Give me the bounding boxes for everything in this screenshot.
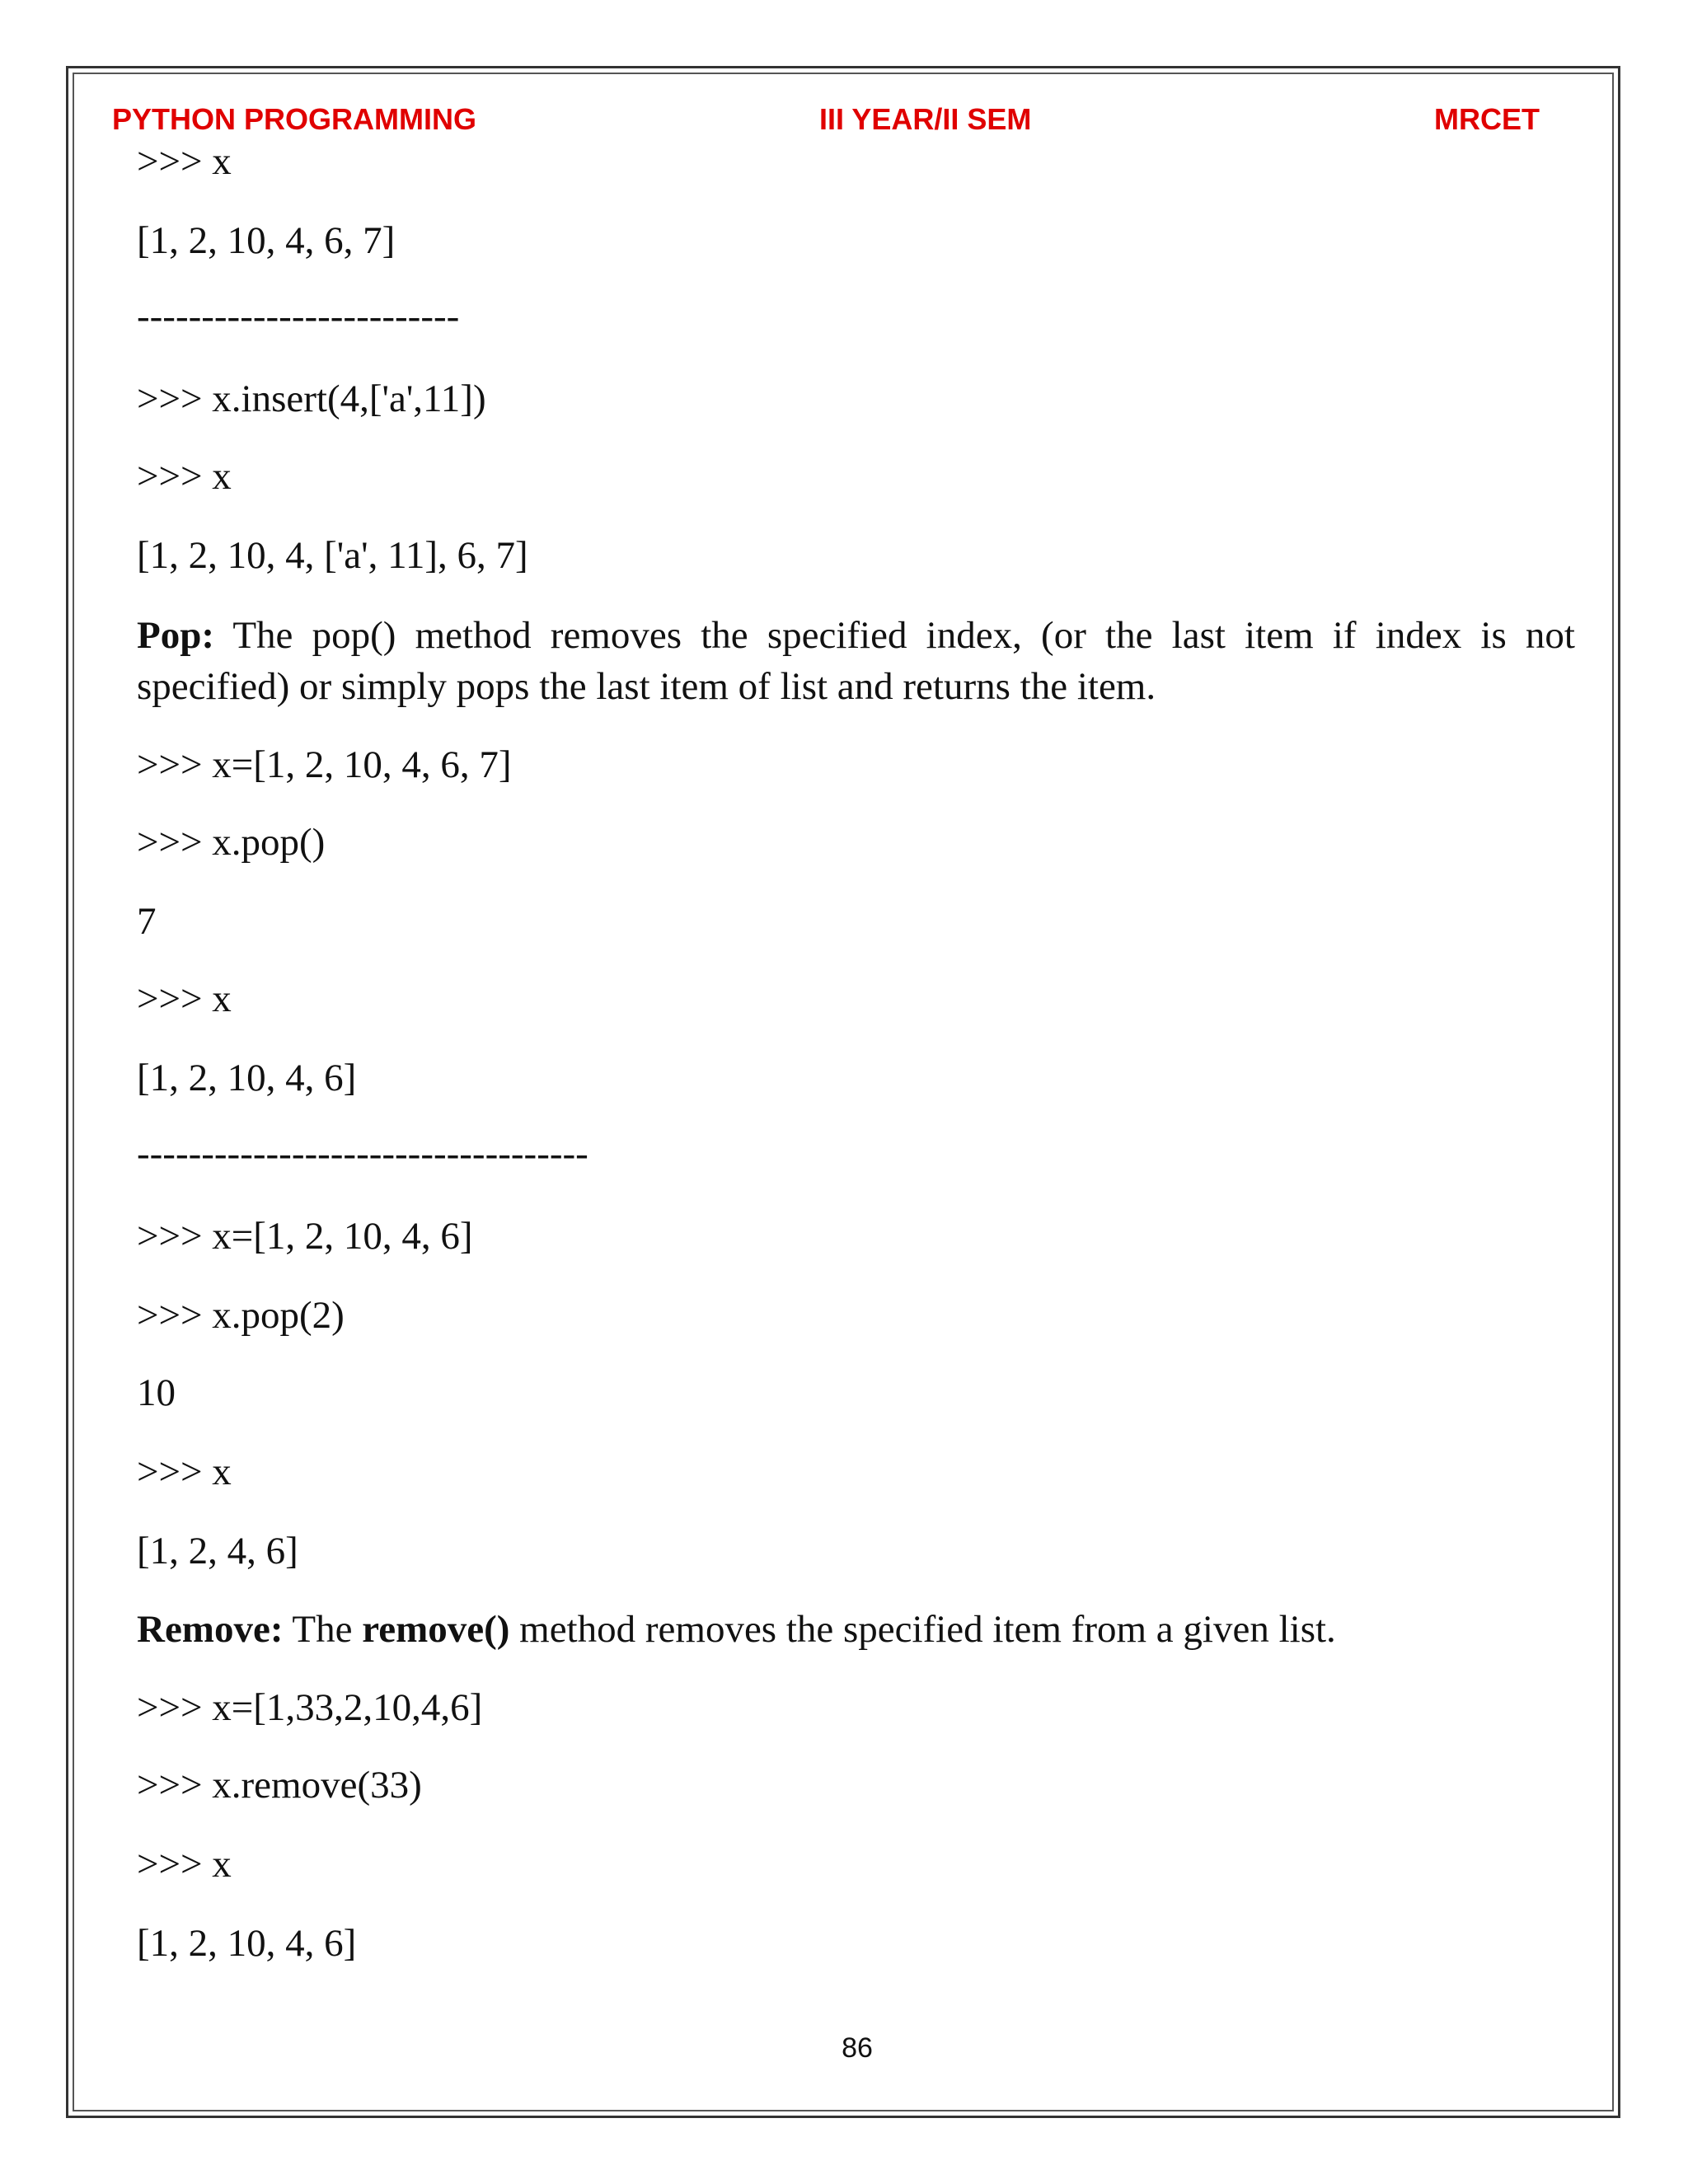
- code-output: [1, 2, 10, 4, 6]: [137, 1922, 357, 1965]
- code-output: [1, 2, 10, 4, 6]: [137, 1057, 357, 1099]
- code-line: >>> x: [137, 977, 232, 1020]
- code-line: >>> x: [137, 1451, 232, 1493]
- code-output: [1, 2, 10, 4, 6, 7]: [137, 219, 396, 262]
- code-output: 10: [137, 1371, 176, 1414]
- separator-line: -----------------------------------: [137, 1132, 588, 1175]
- separator-line: -------------------------: [137, 295, 460, 338]
- code-line: >>> x.remove(33): [137, 1764, 422, 1807]
- code-line: >>> x=[1,33,2,10,4,6]: [137, 1686, 483, 1729]
- pop-text: The pop() method removes the specified index, (or the last item if index is not specified) or simply pops the last item of list and returns the item.: [137, 614, 1575, 708]
- remove-label: Remove:: [137, 1608, 284, 1651]
- code-line: >>> x.pop(2): [137, 1294, 345, 1337]
- pop-label: Pop:: [137, 614, 214, 657]
- page-header: [112, 102, 1540, 142]
- code-line: >>> x: [137, 1843, 232, 1886]
- remove-text-a: The: [283, 1608, 363, 1651]
- remove-description: [137, 1604, 1575, 1655]
- code-line: >>> x=[1, 2, 10, 4, 6, 7]: [137, 743, 512, 786]
- page-number: 86: [842, 2032, 873, 2064]
- remove-method: remove(): [362, 1608, 510, 1651]
- code-line: >>> x.pop(): [137, 821, 326, 864]
- code-line: >>> x.insert(4,['a',11]): [137, 377, 486, 420]
- code-output: 7: [137, 900, 157, 943]
- remove-text-b: method removes the specified item from a given list.: [509, 1608, 1336, 1651]
- code-line: >>> x=[1, 2, 10, 4, 6]: [137, 1215, 473, 1258]
- pop-description: [137, 610, 1575, 712]
- header-course-title: PYTHON PROGRAMMING: [112, 102, 477, 136]
- code-output: [1, 2, 10, 4, ['a', 11], 6, 7]: [137, 534, 528, 577]
- code-line: >>> x: [137, 455, 232, 498]
- code-output: [1, 2, 4, 6]: [137, 1530, 298, 1572]
- header-institution: MRCET: [1434, 102, 1540, 136]
- code-line: >>> x: [137, 140, 232, 183]
- header-year-semester: III YEAR/II SEM: [819, 102, 1032, 136]
